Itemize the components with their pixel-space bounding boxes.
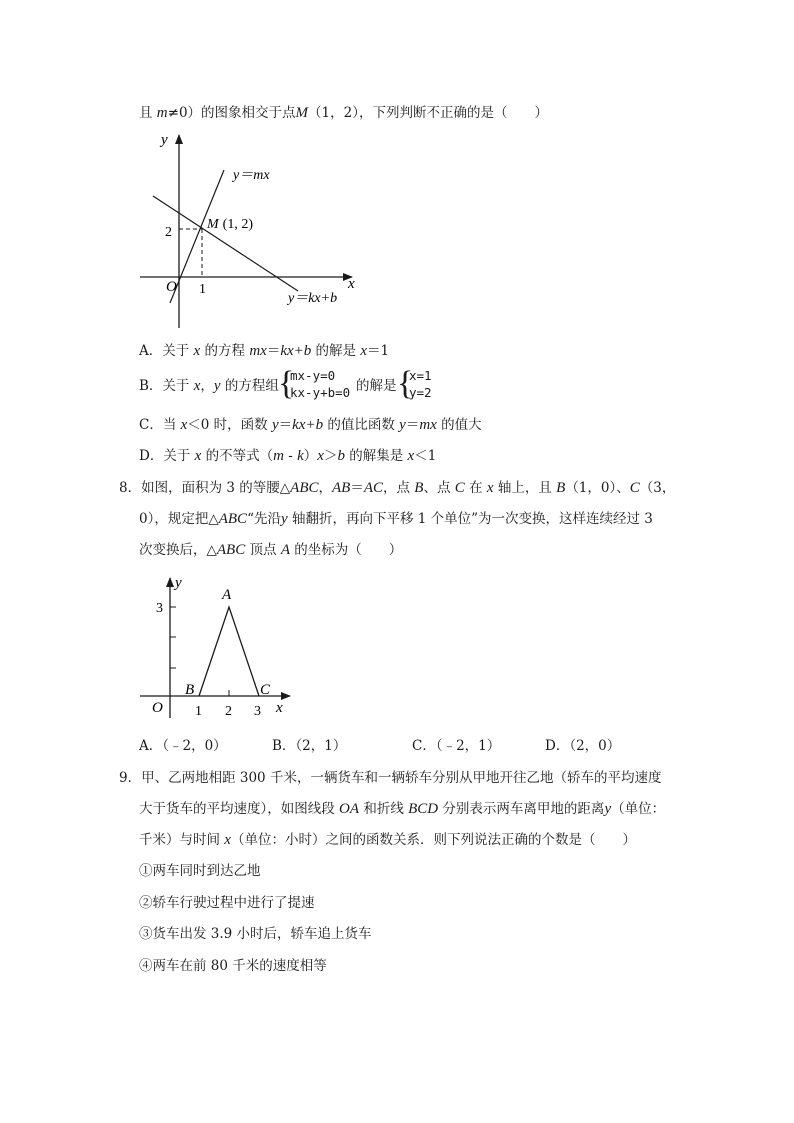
q8-text-line-1: 8．如图，面积为 3 的等腰△ABC，AB＝AC，点 B、点 C 在 x 轴上，且 B（1，0）、C（3，	[119, 480, 676, 496]
q8-triangle	[199, 607, 259, 696]
q7-option-c: C．当 x＜0 时，函数 y＝kx+b 的值比函数 y＝mx 的值大	[139, 417, 482, 433]
q7-b-eq1: mx-y=0	[290, 368, 336, 383]
q8-origin: O	[152, 700, 163, 716]
q8-x-label: x	[276, 700, 283, 716]
q7-point-label: M (1, 2)	[207, 217, 253, 232]
q7-y-label: y	[161, 132, 168, 148]
q9-item-4: ④两车在前 80 千米的速度相等	[139, 958, 327, 974]
q8-y-label: y	[175, 575, 182, 591]
q7-intro: 且 m≠0）的图象相交于点M（1，2），下列判断不正确的是（ ）	[139, 105, 548, 121]
q7-option-b: B．关于 x，y 的方程组	[139, 378, 279, 394]
q8-vertex-b: B	[185, 682, 195, 698]
q8-text-line-3: 次变换后，△ABC 顶点 A 的坐标为（ ）	[139, 542, 403, 558]
q7-origin: O	[166, 279, 177, 295]
q7-b-sol2: y=2	[409, 385, 432, 400]
q7-tick-y: 2	[165, 225, 172, 240]
q7-b-brace-1: {	[278, 365, 295, 402]
q8-vertex-c: C	[260, 682, 271, 698]
q7-tick-x: 1	[199, 282, 206, 297]
q8-vertex-a: A	[222, 587, 232, 603]
q8-tick-x-label-2: 2	[225, 704, 232, 719]
q7-b-eq2: kx-y+b=0	[290, 385, 351, 400]
q8-tick-x-label-3: 3	[254, 704, 261, 719]
q8-option-c: C．（﹣2，1）	[412, 738, 501, 754]
q7-b-text: 的解是	[356, 378, 397, 394]
q7-line1-label: y＝mx	[233, 168, 270, 183]
q8-tick-y-label-3: 3	[156, 601, 163, 616]
q9-text-line-3: 千米）与时间 x（单位：小时）之间的函数关系．则下列说法正确的个数是（ ）	[139, 832, 636, 848]
q7-b-sol1: x=1	[409, 368, 432, 383]
q9-text-line-1: 9．甲、乙两地相距 300 千米，一辆货车和一辆轿车分别从甲地开往乙地（轿车的平均速度	[119, 770, 662, 786]
q8-option-b: B．（2，1）	[272, 738, 347, 754]
q8-option-a: A．（﹣2，0）	[139, 738, 227, 754]
q7-option-d: D．关于 x 的不等式（m - k）x＞b 的解集是 x＜1	[139, 448, 437, 464]
q7-option-a: A．关于 x 的方程 mx＝kx+b 的解是 x＝1	[139, 343, 390, 359]
q8-option-d: D．（2，0）	[545, 738, 621, 754]
q7-graph	[140, 125, 370, 335]
q7-line2-label: y＝kx+b	[288, 291, 338, 306]
q9-item-1: ①两车同时到达乙地	[139, 863, 261, 879]
q7-b-brace-2: {	[397, 365, 414, 402]
q7-x-label: x	[348, 276, 355, 292]
q9-text-line-2: 大于货车的平均速度），如图线段 OA 和折线 BCD 分别表示两车离甲地的距离y（单位：	[139, 801, 666, 817]
q8-graph	[140, 572, 300, 722]
q9-item-2: ②轿车行驶过程中进行了提速	[139, 895, 315, 911]
q8-tick-x-label-1: 1	[195, 704, 202, 719]
q9-item-3: ③货车出发 3.9 小时后，轿车追上货车	[139, 926, 372, 942]
q8-text-line-2: 0），规定把△ABC“先沿y 轴翻折，再向下平移 1 个单位”为一次变换，这样连续经过 3	[139, 511, 653, 527]
